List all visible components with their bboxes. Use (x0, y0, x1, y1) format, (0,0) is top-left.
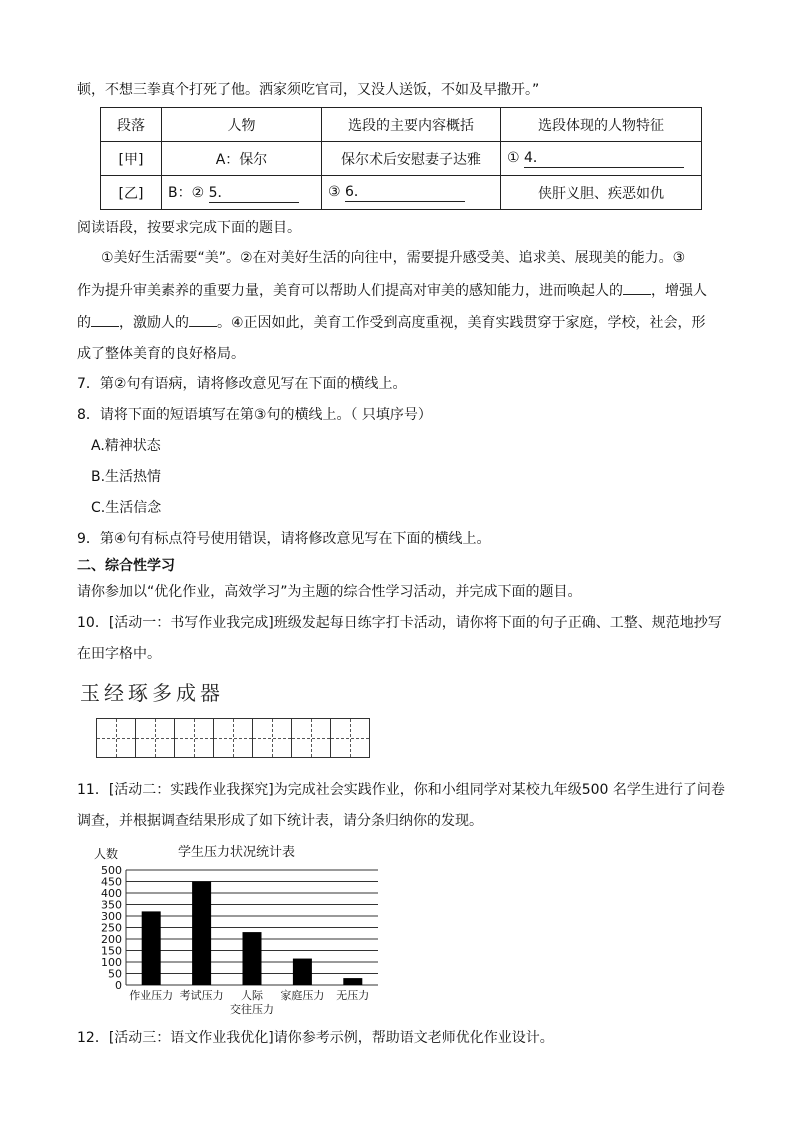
table-cell-para: [甲] (101, 142, 162, 176)
circled-number: ① (507, 150, 520, 166)
x-tick-label: 人际 (241, 989, 263, 1002)
passage-line: ①美好生活需要“美”。②在对美好生活的向往中，需要提升感受美、追求美、展现美的能力。③ (101, 250, 686, 266)
passage-text: 的 (77, 315, 91, 331)
table-header-cell: 选段体现的人物特征 (501, 108, 702, 142)
table-cell-person: A：保尔 (162, 142, 322, 176)
grid-cell[interactable] (252, 718, 292, 758)
x-tick-label: 家庭压力 (280, 989, 325, 1002)
passage-text: 。④正因如此，美育工作受到高度重视，美育实践贯穿于家庭，学校，社会，形 (217, 315, 706, 331)
passage-line (77, 312, 706, 333)
question-8: 8．请将下面的短语填写在第③句的横线上。（ 只填序号） (77, 407, 432, 423)
grid-cell[interactable] (96, 718, 136, 758)
table-row (101, 142, 702, 176)
bar (142, 911, 161, 985)
answer-blank[interactable]: 6． (345, 183, 465, 202)
bar (243, 932, 262, 985)
passage-text: ，激励人的 (119, 315, 189, 331)
passage-text: 作为提升审美素养的重要力量，美育可以帮助人们提高对审美的感知能力，进而唤起人的 (77, 283, 623, 299)
table-header-cell: 人物 (162, 108, 322, 142)
question-9: 9．第④句有标点符号使用错误，请将修改意见写在下面的横线上。 (77, 531, 491, 547)
circled-number: ③ (328, 184, 341, 200)
table-cell-person (162, 176, 322, 210)
instruction-text: 阅读语段，按要求完成下面的题目。 (77, 220, 301, 236)
question-12: 12．[活动三：语文作业我优化]请你参考示例，帮助语文老师优化作业设计。 (77, 1030, 554, 1046)
table-cell-trait: 侠肝义胆、疾恶如仇 (501, 176, 702, 210)
grid-cell[interactable] (330, 718, 370, 758)
character-table (100, 107, 702, 210)
y-tick-label: 100 (101, 956, 122, 969)
y-tick-label: 400 (101, 887, 122, 900)
fill-blank[interactable] (91, 312, 119, 327)
fill-blank[interactable] (623, 280, 651, 295)
y-tick-label: 350 (101, 898, 122, 912)
x-tick-label: 交往压力 (230, 1003, 274, 1016)
option-c: C.生活信念 (91, 500, 162, 516)
table-cell-para: [乙] (101, 176, 162, 210)
y-tick-label: 50 (108, 967, 122, 981)
bar (343, 978, 362, 985)
grid-cell[interactable] (174, 718, 214, 758)
x-tick-label: 无压力 (336, 989, 370, 1002)
x-tick-label: 考试压力 (179, 989, 224, 1002)
chart-title: 学生压力状况统计表 (178, 845, 296, 860)
passage-text: ，增强人 (651, 283, 707, 299)
grid-cell[interactable] (135, 718, 175, 758)
y-tick-label: 200 (101, 933, 122, 946)
tianzi-grid (97, 718, 370, 758)
table-cell-summary: 保尔术后安慰妻子达雅 (322, 142, 501, 176)
stress-bar-chart (88, 838, 398, 1023)
y-tick-label: 150 (101, 944, 122, 958)
y-tick-label: 450 (101, 875, 122, 889)
person-prefix: B： (168, 185, 192, 201)
y-tick-label: 300 (101, 910, 122, 923)
option-b: B.生活热情 (91, 469, 162, 485)
option-a: A.精神状态 (91, 438, 161, 454)
question-11: 11．[活动二：实践作业我探究]为完成社会实践作业，你和小组同学对某校九年级500 名学生进行了问卷 (77, 782, 725, 798)
table-cell-summary (322, 176, 501, 210)
table-header-cell: 选段的主要内容概括 (322, 108, 501, 142)
answer-blank[interactable]: 5． (209, 184, 299, 203)
passage-line (77, 280, 707, 301)
table-row (101, 176, 702, 210)
x-tick-label: 作业压力 (129, 989, 174, 1002)
bar (293, 959, 312, 985)
grid-cell[interactable] (213, 718, 253, 758)
calligraphy-sample: 玉经琢多成器 (80, 681, 224, 705)
bar (192, 882, 211, 986)
section-intro: 请你参加以“优化作业，高效学习”为主题的综合性学习活动，并完成下面的题目。 (77, 584, 582, 600)
grid-cell[interactable] (291, 718, 331, 758)
circled-number: ② (191, 185, 205, 201)
passage-top-line: 顿，不想三拳真个打死了他。洒家须吃官司，又没人送饭，不如及早撒开。” (77, 82, 540, 98)
table-cell-trait (501, 142, 702, 176)
table-header-cell: 段落 (101, 108, 162, 142)
section-title: 二、综合性学习 (77, 558, 175, 574)
answer-blank[interactable]: 4． (524, 149, 684, 168)
question-10: 10．[活动一：书写作业我完成]班级发起每日练字打卡活动，请你将下面的句子正确、工整、规范地抄写 (77, 615, 722, 631)
passage-line: 成了整体美育的良好格局。 (77, 346, 245, 362)
fill-blank[interactable] (189, 312, 217, 327)
y-tick-label: 250 (101, 921, 122, 935)
question-10-cont: 在田字格中。 (77, 646, 161, 662)
y-tick-label: 0 (115, 979, 122, 992)
question-11-cont: 调查，并根据调查结果形成了如下统计表，请分条归纳你的发现。 (77, 813, 483, 829)
chart-ylabel: 人数 (94, 847, 119, 861)
y-tick-label: 500 (101, 864, 122, 877)
question-7: 7．第②句有语病，请将修改意见写在下面的横线上。 (77, 376, 407, 392)
table-header-row (101, 108, 702, 142)
